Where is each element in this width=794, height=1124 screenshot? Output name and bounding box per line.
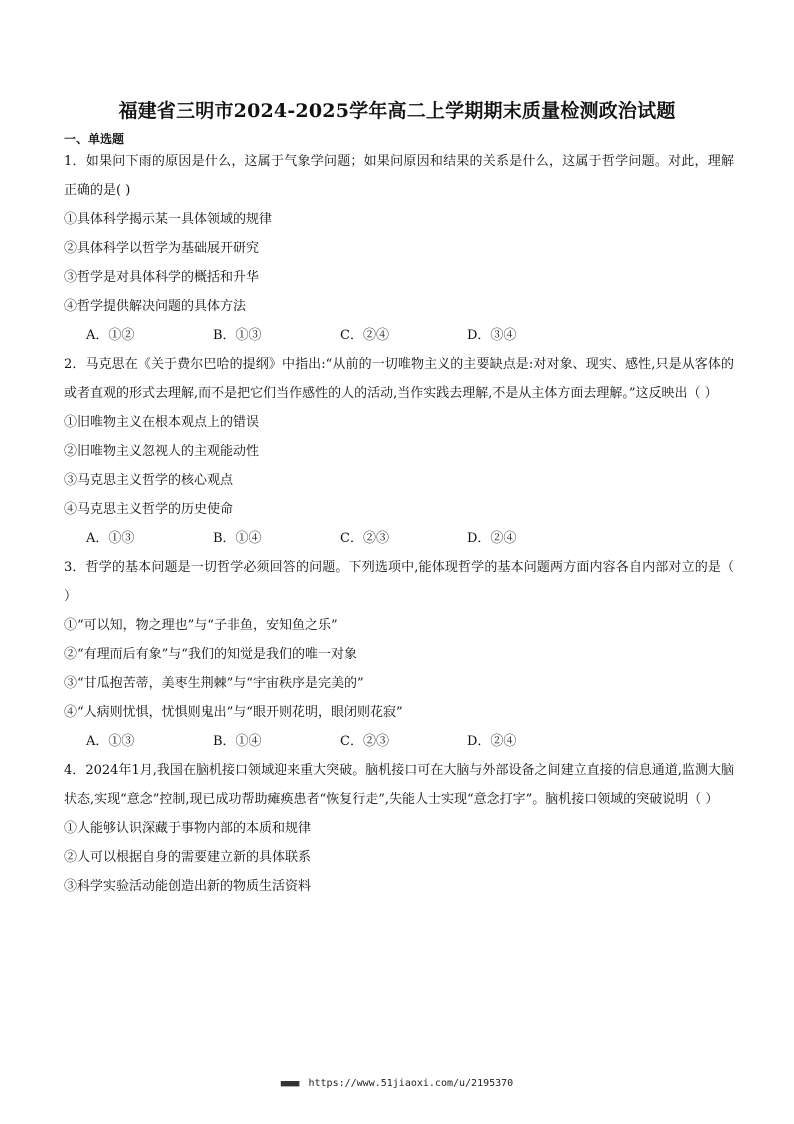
question-option: ③“甘瓜抱苦蒂，美枣生荆棘”与“宇宙秩序是完美的” xyxy=(64,676,364,691)
question-4 xyxy=(64,756,734,901)
choice-a: A．①③ xyxy=(86,531,135,546)
choice-d: D．②④ xyxy=(467,531,517,546)
answer-choices xyxy=(64,727,734,756)
footer-url[interactable]: https://www.51jiaoxi.com/u/2195370 xyxy=(308,1078,514,1089)
question-option: ④“人病则忧惧，忧惧则鬼出”与“眼开则花明，眼闭则花寂” xyxy=(64,705,403,720)
question-option: ②“有理而后有象”与“我们的知觉是我们的唯一对象 xyxy=(64,647,357,662)
question-option: ①“可以知，物之理也”与“子非鱼，安知鱼之乐” xyxy=(64,618,338,633)
question-option: ①旧唯物主义在根本观点上的错误 xyxy=(64,415,260,430)
choice-d: D．③④ xyxy=(467,328,517,343)
question-option: ③科学实验活动能创造出新的物质生活资料 xyxy=(64,879,312,894)
question-option: ②旧唯物主义忽视人的主观能动性 xyxy=(64,444,260,459)
footer-mark: ■■■■ xyxy=(280,1079,299,1089)
choice-c: C．②③ xyxy=(340,734,389,749)
question-option: ②具体科学以哲学为基础展开研究 xyxy=(64,241,260,256)
choice-c: C．②③ xyxy=(340,531,389,546)
question-option: ③哲学是对具体科学的概括和升华 xyxy=(64,270,260,285)
choice-c: C．②④ xyxy=(340,328,389,343)
question-stem: 1．如果问下雨的原因是什么，这属于气象学问题；如果问原因和结果的关系是什么，这属于哲学问题。对此，理解正确的是( ) xyxy=(64,154,734,198)
answer-choices xyxy=(64,524,734,553)
page-footer xyxy=(0,1078,794,1089)
question-option: ②人可以根据自身的需要建立新的具体联系 xyxy=(64,850,312,865)
question-3 xyxy=(64,553,734,756)
choice-b: B．①④ xyxy=(213,531,262,546)
section-heading: 一、单选题 xyxy=(64,132,125,146)
choice-a: A．①③ xyxy=(86,734,135,749)
question-stem: 2．马克思在《关于费尔巴哈的提纲》中指出:“从前的一切唯物主义的主要缺点是:对对象、现实、感性,只是从客体的或者直观的形式去理解,而不是把它们当作感性的人的活动,当作实践去理解,不是从主体方面去理解。”这反映出（ ） xyxy=(64,357,734,401)
question-option: ①具体科学揭示某一具体领域的规律 xyxy=(64,212,273,227)
choice-b: B．①③ xyxy=(213,328,262,343)
question-option: ④马克思主义哲学的历史使命 xyxy=(64,502,234,517)
question-2 xyxy=(64,350,734,553)
question-list xyxy=(64,147,734,901)
document-title: 福建省三明市2024-2025学年高二上学期期末质量检测政治试题 xyxy=(118,100,676,122)
answer-choices xyxy=(64,321,734,350)
choice-d: D．②④ xyxy=(467,734,517,749)
question-option: ③马克思主义哲学的核心观点 xyxy=(64,473,234,488)
question-option: ①人能够认识深藏于事物内部的本质和规律 xyxy=(64,821,312,836)
question-option: ④哲学提供解决问题的具体方法 xyxy=(64,299,247,314)
choice-b: B．①④ xyxy=(213,734,262,749)
question-stem: 3．哲学的基本问题是一切哲学必须回答的问题。下列选项中,能体现哲学的基本问题两方面内容各自内部对立的是（ ） xyxy=(64,560,734,604)
choice-a: A．①② xyxy=(86,328,135,343)
question-1 xyxy=(64,147,734,350)
question-stem: 4．2024年1月,我国在脑机接口领域迎来重大突破。脑机接口可在大脑与外部设备之间建立直接的信息通道,监测大脑状态,实现“意念”控制,现已成功帮助瘫痪患者“恢复行走”,失能人士实现“意念打字”。脑机接口领域的突破说明（ ） xyxy=(64,763,734,807)
